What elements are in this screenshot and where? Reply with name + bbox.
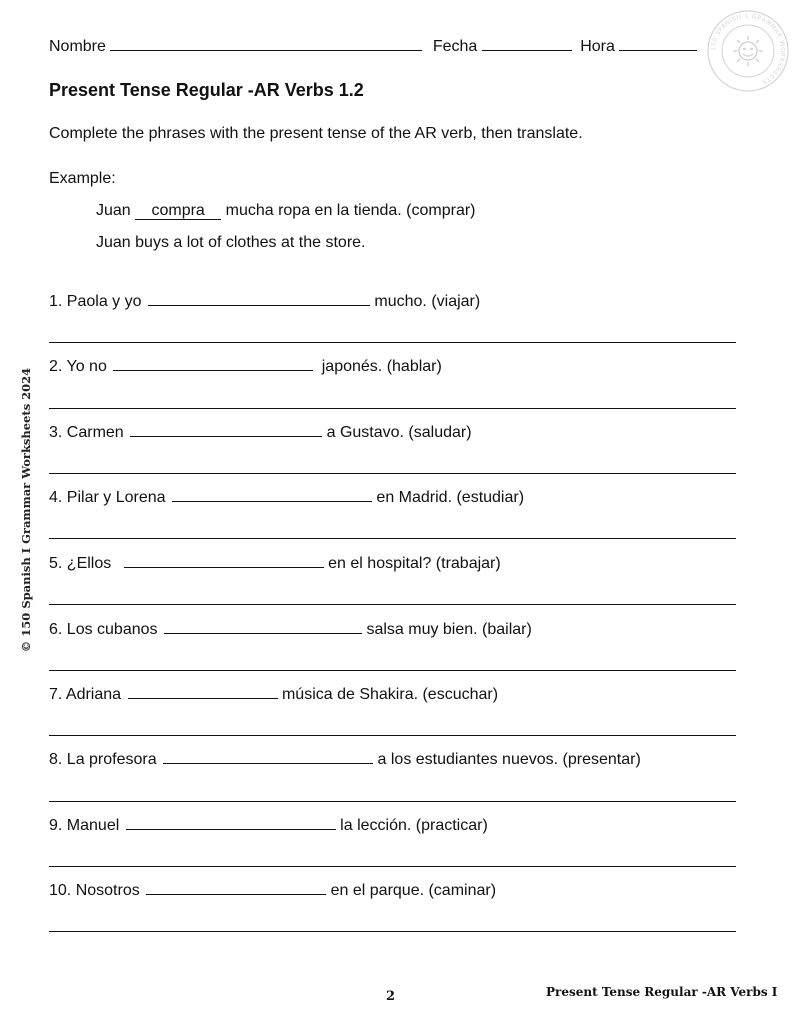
example-translation: Juan buys a lot of clothes at the store. [96, 234, 366, 251]
svg-text:150 SPANISH 1 GRAMMAR WORKSHEE: 150 SPANISH 1 GRAMMAR WORKSHEETS [709, 12, 787, 86]
answer-blank[interactable] [172, 487, 372, 502]
example-answer: compra [151, 202, 205, 219]
answer-blank[interactable] [126, 815, 336, 830]
running-title: Present Tense Regular -AR Verbs I [546, 985, 778, 999]
item-prompt: 1. Paola y yo [49, 293, 142, 310]
translation-line[interactable] [49, 866, 736, 867]
item-rest: música de Shakira. (escuchar) [281, 686, 499, 703]
item-prompt: 9. Manuel [49, 817, 120, 834]
item-prompt: 3. Carmen [49, 424, 124, 441]
exercise-item [49, 619, 532, 640]
example-rest: mucha ropa en la tienda. (comprar) [225, 202, 476, 219]
answer-blank[interactable] [113, 356, 313, 371]
translation-line[interactable] [49, 801, 736, 802]
name-blank[interactable] [110, 36, 422, 51]
exercise-item [49, 880, 496, 901]
answer-blank[interactable] [124, 553, 324, 568]
item-prompt: 6. Los cubanos [49, 621, 158, 638]
item-prompt: 5. ¿Ellos [49, 555, 112, 572]
item-rest: la lección. (practicar) [340, 817, 488, 834]
example-label: Example: [49, 170, 116, 187]
item-prompt: 10. Nosotros [49, 882, 140, 899]
translation-line[interactable] [49, 735, 736, 736]
answer-blank[interactable] [128, 684, 278, 699]
example-answer-blank [135, 202, 221, 220]
exercise-item [49, 356, 442, 377]
answer-blank[interactable] [130, 422, 322, 437]
exercise-item [49, 684, 498, 705]
date-label: Fecha [432, 38, 478, 55]
translation-line[interactable] [49, 342, 736, 343]
answer-blank[interactable] [164, 619, 362, 634]
example-sentence [96, 201, 476, 221]
translation-line[interactable] [49, 538, 736, 539]
exercise-item [49, 487, 524, 508]
item-prompt: 8. La profesora [49, 751, 157, 768]
exercise-item [49, 553, 501, 574]
item-rest: a Gustavo. (saludar) [326, 424, 472, 441]
time-blank[interactable] [619, 36, 697, 51]
item-rest: mucho. (viajar) [374, 293, 481, 310]
item-rest: en Madrid. (estudiar) [376, 489, 525, 506]
exercise-item [49, 422, 472, 443]
page-number: 2 [386, 989, 396, 1004]
item-rest: en el hospital? (trabajar) [328, 555, 501, 572]
item-rest: a los estudiantes nuevos. (presentar) [377, 751, 641, 768]
example-subject: Juan [96, 202, 131, 219]
instructions: Complete the phrases with the present tense of the AR verb, then translate. [49, 125, 583, 142]
item-rest: japonés. (hablar) [321, 358, 442, 375]
translation-line[interactable] [49, 408, 736, 409]
answer-blank[interactable] [163, 749, 373, 764]
translation-line[interactable] [49, 931, 736, 932]
item-prompt: 4. Pilar y Lorena [49, 489, 166, 506]
translation-line[interactable] [49, 604, 736, 605]
translation-line[interactable] [49, 670, 736, 671]
translation-line[interactable] [49, 473, 736, 474]
item-prompt: 7. Adriana [49, 686, 122, 703]
exercise-item [49, 815, 488, 836]
item-prompt: 2. Yo no [49, 358, 107, 375]
exercise-item [49, 749, 641, 770]
time-label: Hora [580, 38, 615, 55]
answer-blank[interactable] [146, 880, 326, 895]
answer-blank[interactable] [148, 291, 370, 306]
item-rest: en el parque. (caminar) [330, 882, 497, 899]
name-label: Nombre [49, 38, 106, 55]
page-title: Present Tense Regular -AR Verbs 1.2 [49, 80, 364, 100]
item-rest: salsa muy bien. (bailar) [366, 621, 532, 638]
header-row [49, 36, 697, 57]
date-blank[interactable] [482, 36, 572, 51]
side-copyright: © 150 Spanish I Grammar Worksheets 2024 [19, 367, 33, 653]
watermark-stamp-icon [705, 8, 791, 94]
exercise-item [49, 291, 480, 312]
